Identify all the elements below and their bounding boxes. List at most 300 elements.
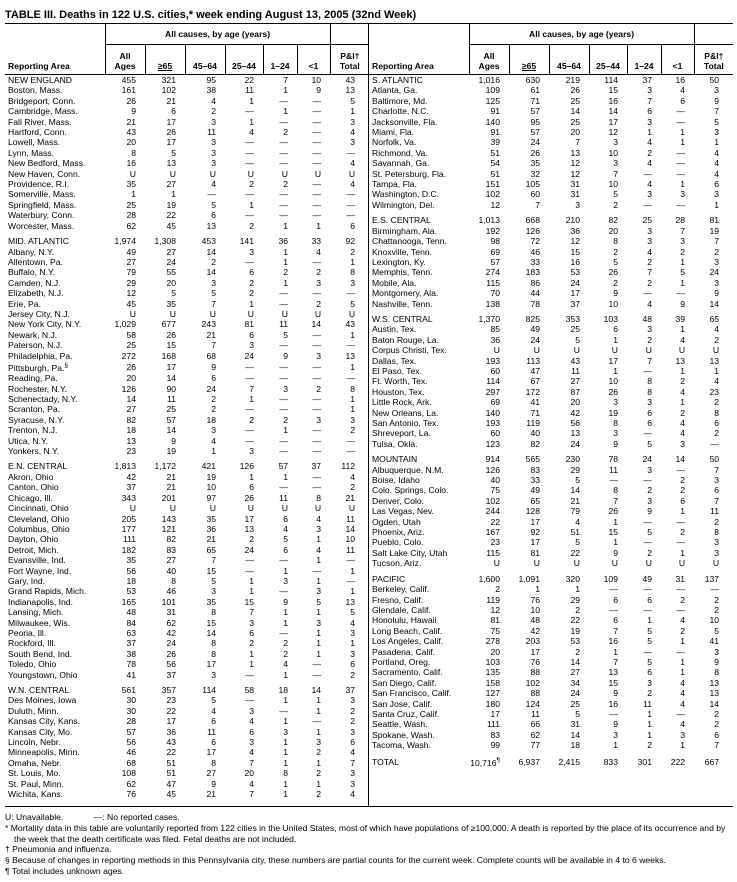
- value-cell: —: [279, 586, 288, 597]
- value-cell: 1: [249, 95, 254, 106]
- value-cell: 2: [714, 708, 720, 719]
- table-row: [369, 278, 733, 288]
- reporting-area-cell: Las Vegas, Nev.: [372, 506, 434, 517]
- value-cell: 31: [166, 607, 176, 618]
- value-cell: 26: [570, 85, 580, 96]
- value-cell: 126: [239, 461, 254, 472]
- value-cell: —: [279, 482, 288, 493]
- table-row: [5, 768, 369, 778]
- value-cell: 46: [126, 747, 136, 758]
- value-cell: 14: [345, 523, 356, 534]
- value-cell: 3: [211, 116, 216, 127]
- value-cell: 3: [211, 137, 216, 148]
- value-cell: 43: [345, 75, 356, 85]
- value-cell: 2,415: [558, 756, 580, 767]
- value-cell: 4: [714, 168, 720, 179]
- value-cell: 20: [126, 137, 136, 148]
- table-row: [5, 747, 369, 757]
- reporting-area-cell: Evansville, Ind.: [8, 555, 66, 566]
- value-cell: 1: [647, 127, 652, 138]
- value-cell: 14: [675, 454, 686, 465]
- value-cell: 67: [530, 376, 540, 387]
- col-all-ages: All Ages: [469, 45, 509, 75]
- value-cell: 97: [206, 492, 216, 503]
- col-45-64: 45–64: [185, 45, 225, 75]
- value-cell: 9: [131, 106, 136, 117]
- value-cell: 4: [575, 516, 580, 527]
- value-cell: 56: [570, 418, 580, 428]
- value-cell: 15: [206, 565, 216, 576]
- value-cell: U: [247, 308, 254, 319]
- table-row: [369, 709, 733, 719]
- value-cell: —: [245, 695, 254, 706]
- value-cell: 51: [490, 147, 500, 158]
- value-cell: 57: [166, 414, 176, 425]
- table-row: [5, 404, 369, 414]
- col-all-ages: All Ages: [105, 45, 145, 75]
- value-cell: —: [279, 435, 288, 446]
- value-cell: 1: [575, 584, 580, 595]
- value-cell: 4: [714, 376, 720, 387]
- value-cell: 6: [211, 716, 216, 727]
- value-cell: 10: [530, 604, 540, 615]
- value-cell: —: [346, 189, 356, 200]
- reporting-area-cell: Chicago, Ill.: [8, 492, 53, 503]
- value-cell: 92: [530, 527, 540, 538]
- value-cell: 1,016: [478, 75, 500, 85]
- reporting-area-cell: Dallas, Tex.: [372, 355, 417, 366]
- table-row: [369, 496, 733, 506]
- value-cell: 23: [126, 446, 136, 457]
- right-table-header: [369, 24, 733, 75]
- value-cell: 40: [166, 565, 176, 576]
- value-cell: 1: [680, 324, 686, 335]
- value-cell: 3: [714, 85, 720, 96]
- value-cell: 33: [530, 256, 540, 267]
- value-cell: 192: [485, 225, 500, 236]
- value-cell: 11: [279, 492, 288, 503]
- value-cell: 5: [647, 625, 652, 636]
- value-cell: 1,013: [478, 215, 500, 226]
- value-cell: 18: [126, 575, 136, 586]
- value-cell: 102: [485, 495, 500, 506]
- value-cell: 8: [283, 768, 288, 779]
- value-cell: 4: [316, 544, 322, 555]
- table-row: [369, 366, 733, 376]
- reporting-area-cell: Schenectady, N.Y.: [8, 394, 78, 405]
- value-cell: 68: [206, 350, 216, 361]
- reporting-area-cell: Duluth, Minn.: [8, 705, 59, 716]
- reporting-area-cell: San Francisco, Calif.: [372, 688, 452, 699]
- value-cell: 18: [206, 414, 216, 425]
- reporting-area-cell: Miami, Fla.: [372, 127, 415, 138]
- value-cell: 2: [714, 594, 720, 605]
- table-row: [5, 189, 369, 199]
- value-cell: —: [245, 435, 254, 446]
- left-table: [5, 24, 369, 799]
- value-cell: 38: [206, 85, 216, 96]
- value-cell: 46: [530, 246, 540, 257]
- table-row: [369, 408, 733, 418]
- value-cell: 1,091: [518, 573, 540, 584]
- value-cell: 24: [570, 277, 580, 288]
- value-cell: —: [279, 373, 288, 384]
- value-cell: 24: [642, 454, 652, 465]
- value-cell: 3: [680, 729, 686, 740]
- value-cell: U: [169, 168, 176, 179]
- value-cell: 3: [350, 277, 356, 288]
- value-cell: 26: [166, 648, 176, 659]
- value-cell: —: [609, 584, 618, 595]
- value-cell: 1: [249, 394, 254, 405]
- value-cell: 23: [166, 695, 176, 706]
- reporting-area-cell: Somerville, Mass.: [8, 189, 76, 200]
- value-cell: 8: [613, 418, 618, 428]
- value-cell: 825: [525, 313, 540, 324]
- value-cell: 2: [680, 407, 686, 418]
- value-cell: 1: [283, 617, 288, 628]
- value-cell: —: [279, 446, 288, 457]
- value-cell: —: [312, 482, 322, 493]
- value-cell: 60: [490, 428, 500, 439]
- value-cell: 140: [485, 407, 500, 418]
- table-row: [369, 506, 733, 516]
- table-row: [5, 169, 369, 179]
- value-cell: 3: [211, 586, 216, 597]
- value-cell: 12: [490, 604, 500, 615]
- table-row: [5, 514, 369, 524]
- value-cell: 4: [249, 716, 254, 727]
- value-cell: 44: [530, 288, 540, 299]
- reporting-area-cell: Boston, Mass.: [8, 85, 63, 96]
- value-cell: 14: [608, 106, 618, 117]
- reporting-area-cell: Glendale, Calif.: [372, 604, 431, 615]
- value-cell: 102: [161, 85, 176, 96]
- value-cell: 2: [714, 246, 720, 257]
- value-cell: —: [676, 537, 686, 548]
- value-cell: 49: [642, 573, 652, 584]
- value-cell: —: [676, 708, 686, 719]
- value-cell: 17: [530, 537, 540, 548]
- value-cell: 8: [211, 757, 216, 768]
- value-cell: 1: [283, 220, 288, 231]
- value-cell: 2: [316, 768, 322, 779]
- value-cell: 2: [714, 397, 720, 408]
- value-cell: 561: [121, 685, 136, 696]
- value-cell: 24: [244, 544, 254, 555]
- value-cell: 1: [316, 648, 322, 659]
- reporting-area-cell: Jersey City, N.J.: [8, 308, 70, 319]
- value-cell: 1: [249, 575, 254, 586]
- reporting-area-cell: Dayton, Ohio: [8, 534, 59, 545]
- value-cell: 21: [166, 95, 176, 106]
- value-cell: 1: [249, 471, 254, 482]
- value-cell: 49: [126, 246, 136, 257]
- table-row: [369, 247, 733, 257]
- value-cell: —: [279, 189, 288, 200]
- reporting-area-cell: Youngstown, Ohio: [8, 669, 78, 680]
- value-cell: 2: [714, 604, 720, 615]
- value-cell: 1: [613, 646, 618, 657]
- value-cell: 1: [283, 246, 288, 257]
- value-cell: 76: [530, 594, 540, 605]
- value-cell: 7: [211, 298, 216, 309]
- value-cell: 1: [249, 298, 254, 309]
- reporting-area-cell: Jacksonville, Fla.: [372, 116, 438, 127]
- value-cell: 21: [206, 534, 216, 545]
- table-row: [369, 127, 733, 137]
- value-cell: 2: [283, 648, 288, 659]
- value-cell: 1,172: [154, 461, 176, 472]
- value-cell: —: [609, 604, 618, 615]
- value-cell: 81: [709, 215, 720, 226]
- value-cell: 141: [239, 236, 254, 247]
- value-cell: 114: [486, 376, 500, 387]
- table-row: [5, 472, 369, 482]
- value-cell: 58: [244, 685, 254, 696]
- value-cell: 30: [126, 695, 136, 706]
- value-cell: 5: [680, 267, 686, 278]
- reporting-area-cell: Knoxville, Tenn.: [372, 246, 433, 257]
- value-cell: 31: [570, 179, 580, 190]
- value-cell: 27: [570, 667, 580, 678]
- value-cell: 20: [244, 768, 254, 779]
- value-cell: 4: [283, 523, 288, 534]
- value-cell: 9: [613, 288, 618, 299]
- value-cell: 2: [350, 482, 356, 493]
- reporting-area-cell: Syracuse, N.Y.: [8, 414, 65, 425]
- reporting-area-cell: Canton, Ohio: [8, 482, 59, 493]
- reporting-area-cell: Rochester, N.Y.: [8, 383, 68, 394]
- value-cell: —: [245, 189, 254, 200]
- value-cell: 4: [680, 677, 686, 688]
- table-row: [369, 324, 733, 334]
- value-cell: 88: [530, 667, 540, 678]
- value-cell: 105: [525, 179, 540, 190]
- table-row: [369, 595, 733, 605]
- value-cell: —: [279, 340, 288, 351]
- value-cell: 3: [647, 189, 652, 200]
- value-cell: 2: [647, 740, 652, 751]
- value-cell: 2: [283, 638, 288, 649]
- value-cell: 7: [350, 757, 356, 768]
- value-cell: 25: [642, 215, 652, 226]
- value-cell: 2: [680, 594, 686, 605]
- table-row: [5, 117, 369, 127]
- reporting-area-cell: Atlanta, Ga.: [372, 85, 418, 96]
- value-cell: 5: [283, 534, 288, 545]
- value-cell: 26: [244, 492, 254, 503]
- value-cell: 7: [647, 267, 652, 278]
- value-cell: —: [643, 168, 652, 179]
- value-cell: 7: [680, 225, 686, 236]
- value-cell: 61: [530, 85, 540, 96]
- reporting-area-cell: Camden, N.J.: [8, 277, 61, 288]
- value-cell: 9: [680, 298, 686, 309]
- value-cell: 35: [206, 596, 216, 607]
- value-cell: 102: [485, 189, 500, 200]
- value-cell: —: [312, 425, 322, 436]
- table-row: [5, 545, 369, 555]
- value-cell: 3: [647, 116, 652, 127]
- reporting-area-cell: Toledo, Ohio: [8, 659, 57, 670]
- value-cell: 9: [171, 435, 176, 446]
- value-cell: 203: [525, 636, 540, 647]
- table-row: [369, 200, 733, 210]
- value-cell: 76: [530, 656, 540, 667]
- value-cell: —: [346, 575, 356, 586]
- value-cell: 1: [714, 137, 720, 148]
- value-cell: 2: [647, 485, 652, 496]
- value-cell: 3: [249, 617, 254, 628]
- value-cell: 40: [530, 428, 540, 439]
- value-cell: 82: [126, 414, 136, 425]
- value-cell: 2: [249, 179, 254, 190]
- table-row: [369, 667, 733, 677]
- value-cell: U: [573, 345, 580, 356]
- value-cell: 7: [714, 464, 720, 475]
- value-cell: 1: [535, 584, 540, 595]
- value-cell: 17: [244, 513, 254, 524]
- value-cell: 16: [126, 158, 136, 169]
- reporting-area-cell: Baton Rouge, La.: [372, 334, 439, 345]
- value-cell: —: [643, 516, 652, 527]
- reporting-area-cell: W.N. CENTRAL: [8, 685, 70, 696]
- reporting-area-cell: Tacoma, Wash.: [372, 740, 431, 751]
- value-cell: 1: [283, 106, 288, 117]
- value-cell: 108: [121, 768, 136, 779]
- table-row: [369, 179, 733, 189]
- value-cell: 6: [249, 329, 254, 340]
- value-cell: 43: [345, 319, 356, 330]
- section-total-row: [369, 751, 733, 768]
- value-cell: 126: [525, 225, 540, 236]
- value-cell: 55: [166, 267, 176, 278]
- value-cell: 39: [490, 137, 500, 148]
- value-cell: 3: [647, 225, 652, 236]
- value-cell: —: [676, 147, 686, 158]
- reporting-area-cell: Santa Cruz, Calif.: [372, 708, 440, 719]
- table-row: [369, 527, 733, 537]
- table-row: [369, 236, 733, 246]
- col-lt1: <1: [297, 45, 330, 75]
- value-cell: 62: [166, 617, 176, 628]
- reporting-area-cell: MID. ATLANTIC: [8, 236, 69, 247]
- value-cell: 135: [485, 667, 500, 678]
- reporting-area-cell: Minneapolis, Minn.: [8, 747, 80, 758]
- value-cell: 62: [126, 778, 136, 789]
- value-cell: 2: [613, 277, 618, 288]
- value-cell: 13: [126, 435, 136, 446]
- value-cell: 36: [278, 236, 288, 247]
- table-row: [369, 584, 733, 594]
- table-row: [5, 659, 369, 669]
- section-total-row: [369, 569, 733, 584]
- value-cell: 86: [530, 277, 540, 288]
- table-row: [5, 257, 369, 267]
- value-cell: 6,937: [518, 756, 540, 767]
- value-cell: 88: [530, 688, 540, 699]
- section-total-row: [369, 449, 733, 464]
- value-cell: 165: [121, 596, 136, 607]
- value-cell: 103: [603, 313, 618, 324]
- value-cell: 9: [211, 361, 216, 372]
- value-cell: 177: [121, 523, 136, 534]
- value-cell: 3: [316, 277, 322, 288]
- value-cell: 82: [608, 215, 618, 226]
- value-cell: —: [676, 646, 686, 657]
- value-cell: 2: [316, 298, 322, 309]
- table-row: [369, 678, 733, 688]
- value-cell: 36: [206, 523, 216, 534]
- value-cell: —: [312, 158, 322, 169]
- table-row: [5, 148, 369, 158]
- value-cell: 13: [345, 596, 356, 607]
- value-cell: 11: [279, 319, 288, 330]
- reporting-area-cell: Omaha, Nebr.: [8, 757, 62, 768]
- value-cell: 22: [166, 705, 176, 716]
- value-cell: 6: [613, 324, 618, 335]
- value-cell: 301: [637, 756, 652, 767]
- value-cell: 2: [249, 220, 254, 231]
- value-cell: 6: [714, 485, 720, 496]
- value-cell: 20: [166, 277, 176, 288]
- value-cell: 43: [570, 355, 580, 366]
- col-pi-total: P&I† Total: [330, 45, 369, 75]
- value-cell: 47: [530, 365, 540, 376]
- value-cell: 9: [613, 688, 618, 699]
- value-cell: 22: [570, 547, 580, 558]
- reporting-area-cell: Indianapolis, Ind.: [8, 596, 73, 607]
- value-cell: 3: [350, 695, 356, 706]
- value-cell: 8: [613, 485, 618, 496]
- table-row: [5, 158, 369, 168]
- value-cell: —: [676, 288, 686, 299]
- value-cell: 6: [249, 482, 254, 493]
- value-cell: 57: [278, 461, 288, 472]
- value-cell: 2: [575, 646, 580, 657]
- value-cell: 4: [680, 698, 686, 709]
- reporting-area-cell: Norfolk, Va.: [372, 137, 417, 148]
- reporting-area-cell: Buffalo, N.Y.: [8, 267, 55, 278]
- value-cell: —: [346, 555, 356, 566]
- table-row: [369, 719, 733, 729]
- table-row: [369, 657, 733, 667]
- value-cell: 126: [121, 383, 136, 394]
- value-cell: 91: [490, 106, 500, 117]
- value-cell: 667: [704, 756, 720, 767]
- table-row: [369, 257, 733, 267]
- value-cell: 9: [283, 596, 288, 607]
- value-cell: 1: [613, 740, 618, 751]
- value-cell: —: [676, 516, 686, 527]
- reporting-area-cell: San Diego, Calif.: [372, 677, 437, 688]
- value-cell: 26: [608, 386, 618, 397]
- reporting-area-cell: Spokane, Wash.: [372, 729, 435, 740]
- value-cell: U: [348, 503, 356, 514]
- value-cell: 3: [613, 428, 618, 439]
- value-cell: —: [312, 116, 322, 127]
- value-cell: 11: [710, 506, 720, 517]
- table-row: [369, 85, 733, 95]
- reporting-area-cell: Rockford, Ill.: [8, 638, 56, 649]
- value-cell: 6: [714, 179, 720, 190]
- value-cell: U: [611, 558, 618, 569]
- value-cell: 4: [714, 324, 720, 335]
- table-row: [369, 439, 733, 449]
- value-cell: 25: [126, 340, 136, 351]
- value-cell: 28: [126, 716, 136, 727]
